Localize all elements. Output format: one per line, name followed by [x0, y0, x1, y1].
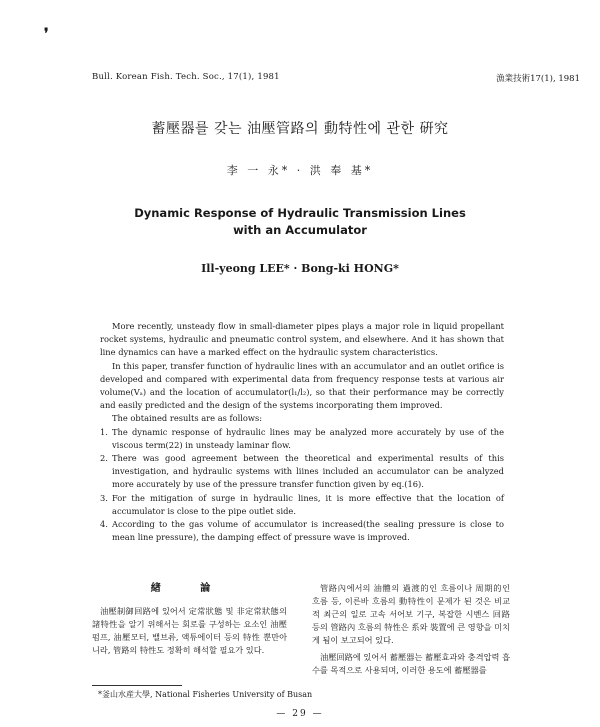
journal-header-right: 漁業技術17(1), 1981 [496, 74, 580, 84]
body-column-left [92, 582, 287, 657]
abstract [100, 320, 504, 544]
section-heading: 緖 論 [150, 583, 229, 594]
abstract-paragraph-2: In this paper, transfer function of hydraulic lines with an accumulator and an outlet orifice is developed and compared with experimental data from frequency response tests at various air volume(Vₐ) and the location of accumulator(l₁/l₂), so that their performance may be correctly and easily predicted and the design of the systems incorporating them improved. [100, 360, 504, 411]
title-korean: 蓄壓器를 갖는 油壓管路의 動特性에 관한 硏究 [151, 121, 449, 137]
page-number: — 29 — [276, 709, 324, 719]
footnote: *釜山水産大學, National Fisheries University of Busan [98, 690, 313, 699]
footnote-divider [92, 685, 182, 686]
results-list [100, 426, 504, 545]
body-paragraph: 油壓制御回路에 있어서 定常狀態 및 非定常狀態의 諸特性을 알기 위해서는 회로를 구성하는 요소인 油壓펌프, 油壓모터, 밸브류, 액튜에이터 등의 特性 뿐만아니라, 管路의 特性도 정확히 해석할 필요가 있다. [92, 606, 287, 655]
authors-korean: 李 一 永* · 洪 奉 基* [226, 164, 374, 177]
title-english: Dynamic Response of Hydraulic Transmission Lines with an Accumulator [134, 206, 466, 237]
body-column-right [312, 582, 510, 677]
body-paragraph: 管路內에서의 油體의 過渡的인 흐름이나 周期的인 흐름 등, 이른바 흐름의 動特性이 문제가 된 것은 비교적 최근의 일로 고속 서어보 기구, 복잡한 시벤스 回路 등의 管路內 흐름의 特性은 系와 裝置에 큰 영향을 미치게 됨이 보고되어 있다. [312, 583, 510, 645]
authors-english: Ill-yeong LEE* · Bong-ki HONG* [201, 262, 399, 275]
journal-header-left: Bull. Korean Fish. Tech. Soc., 17(1), 1981 [92, 72, 280, 82]
abstract-paragraph-1: More recently, unsteady flow in small-diameter pipes plays a major role in liquid propellant rocket systems, hydraulic and pneumatic control system, and elsewhere. And it has shown that line dynamics can have a marked effect on the hydraulic system characteristics. [100, 321, 504, 358]
result-item: 4. According to the gas volume of accumulator is increased(the sealing pressure is close to mean line pressure), the damping effect of pressure wave is improved. [100, 519, 504, 543]
result-item: 3. For the mitigation of surge in hydraulic lines, it is more effective that the location of accumulator is close to the pipe outlet side. [100, 492, 504, 516]
body-paragraph: 油壓回路에 있어서 蓄壓器는 蓄壓효과와 충격압력 흡수를 목적으로 사용되며, 이러한 용도에 蓄壓器를 [312, 652, 510, 675]
result-item: 1. The dynamic response of hydraulic lines may be analyzed more accurately by use of the viscous term(22) in unsteady laminar flow. [100, 426, 504, 450]
scan-mark-icon: ❜ [44, 26, 49, 42]
abstract-paragraph-3: The obtained results are as follows: [112, 413, 263, 424]
result-item: 2. There was good agreement between the theoretical and experimental results of this investigation, and hydraulic systems with liines included an accumulator can be analyzed more accurately by use of the pressure transfer function given by eq.(16). [100, 453, 504, 490]
